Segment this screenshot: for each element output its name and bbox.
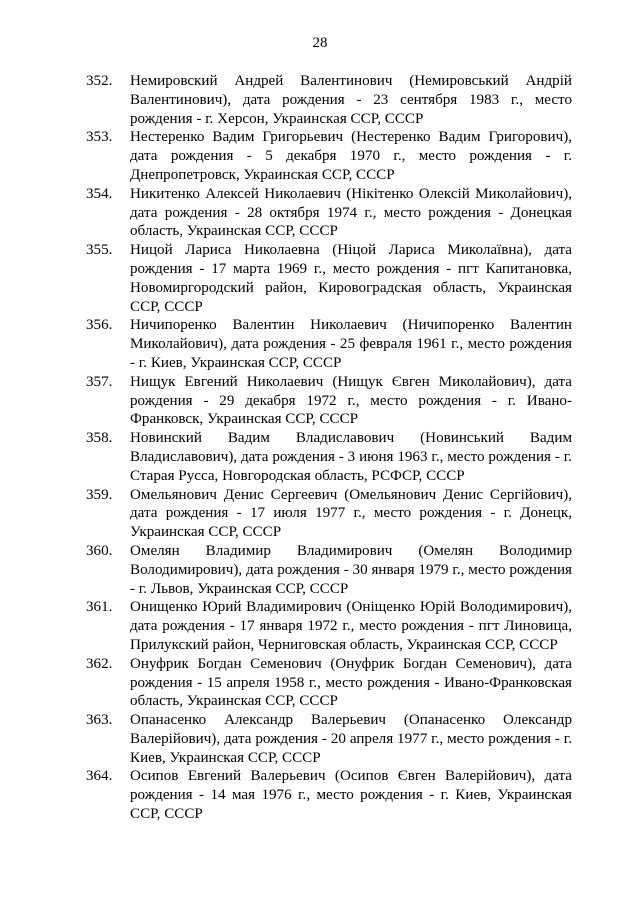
list-item bbox=[86, 429, 572, 485]
entry-number: 362. bbox=[86, 655, 113, 672]
page-number: 28 bbox=[312, 35, 328, 51]
entry-number: 353. bbox=[86, 129, 113, 146]
entry-text: Онуфрик Богдан Семенович (Онуфрик Богдан Семенович), дата рождения - 15 апреля 1958 г., место рождения - Ивано-Франковская область, Украинская ССР, СССР bbox=[130, 655, 572, 710]
entry-text: Немировский Андрей Валентинович (Немировський Андрій Валентинович), дата рождения - 23 сентября 1983 г., место рождения - г. Херсон, Украинская ССР, СССР bbox=[130, 73, 572, 127]
entry-number: 360. bbox=[86, 542, 113, 559]
list-item bbox=[86, 598, 572, 654]
entry-text: Нестеренко Вадим Григорьевич (Нестеренко Вадим Григорович), дата рождения - 5 декабря 1970 г., место рождения - г. Днепропетровск, Украинская ССР, СССР bbox=[130, 129, 572, 183]
entry-number: 354. bbox=[86, 185, 113, 202]
list-item bbox=[86, 185, 572, 241]
entry-number: 359. bbox=[86, 486, 113, 503]
list-item bbox=[86, 373, 572, 429]
entry-number: 364. bbox=[86, 768, 113, 785]
entry-text: Ничипоренко Валентин Николаевич (Ничипоренко Валентин Миколайович), дата рождения - 25 февраля 1961 г., место рождения - г. Киев, Украинская ССР, СССР bbox=[130, 317, 572, 371]
list-item bbox=[86, 486, 572, 542]
list-item bbox=[86, 542, 572, 598]
entry-number: 358. bbox=[86, 430, 113, 447]
entry-text: Ницой Лариса Николаевна (Ніцой Лариса Миколаївна), дата рождения - 17 марта 1969 г., место рождения - пгт Капитановка, Новомиргородский район, Кировоградская область, Украинская ССР, СССР bbox=[130, 242, 572, 315]
list-item bbox=[86, 655, 572, 711]
list-item bbox=[86, 72, 572, 128]
entry-text: Новинский Вадим Владиславович (Новинський Вадим Владиславович), дата рождения - 3 июня 1963 г., место рождения - г. Старая Русса, Новгородская область, РСФСР, СССР bbox=[130, 430, 572, 484]
list-item bbox=[86, 241, 572, 316]
entry-number: 355. bbox=[86, 242, 113, 259]
entry-number: 352. bbox=[86, 73, 113, 89]
list-item bbox=[86, 711, 572, 767]
entry-number: 361. bbox=[86, 599, 113, 616]
entry-list bbox=[86, 72, 572, 824]
entry-number: 356. bbox=[86, 317, 113, 334]
entry-number: 363. bbox=[86, 712, 113, 729]
entry-text: Нищук Евгений Николаевич (Нищук Євген Миколайович), дата рождения - 29 декабря 1972 г., место рождения - г. Ивано-Франковск, Украинская ССР, СССР bbox=[130, 373, 572, 428]
entry-number: 357. bbox=[86, 373, 113, 390]
entry-text: Омелян Владимир Владимирович (Омелян Володимир Володимирович), дата рождения - 30 января 1979 г., место рождения - г. Львов, Украинская ССР, СССР bbox=[130, 542, 572, 597]
entry-text: Осипов Евгений Валерьевич (Осипов Євген Валерійович), дата рождения - 14 мая 1976 г., место рождения - г. Киев, Украинская ССР, СССР bbox=[130, 768, 572, 823]
list-item bbox=[86, 316, 572, 372]
entry-text: Омельянович Денис Сергеевич (Омельянович Денис Сергійович), дата рождения - 17 июля 1977 г., место рождения - г. Донецк, Украинская ССР, СССР bbox=[130, 486, 572, 541]
entry-text: Онищенко Юрий Владимирович (Оніщенко Юрій Володимирович), дата рождения - 17 января 1972 г., место рождения - пгт Линовица, Прилукский район, Черниговская область, Украинская ССР, СССР bbox=[130, 599, 572, 653]
entry-text: Никитенко Алексей Николаевич (Нікітенко Олексій Миколайович), дата рождения - 28 октября 1974 г., место рождения - Донецкая область, Украинская ССР, СССР bbox=[130, 185, 572, 240]
list-item bbox=[86, 767, 572, 823]
entry-text: Опанасенко Александр Валерьевич (Опанасенко Олександр Валерійович), дата рождения - 20 апреля 1977 г., место рождения - г. Киев, Украинская ССР, СССР bbox=[130, 712, 572, 766]
list-item bbox=[86, 128, 572, 184]
